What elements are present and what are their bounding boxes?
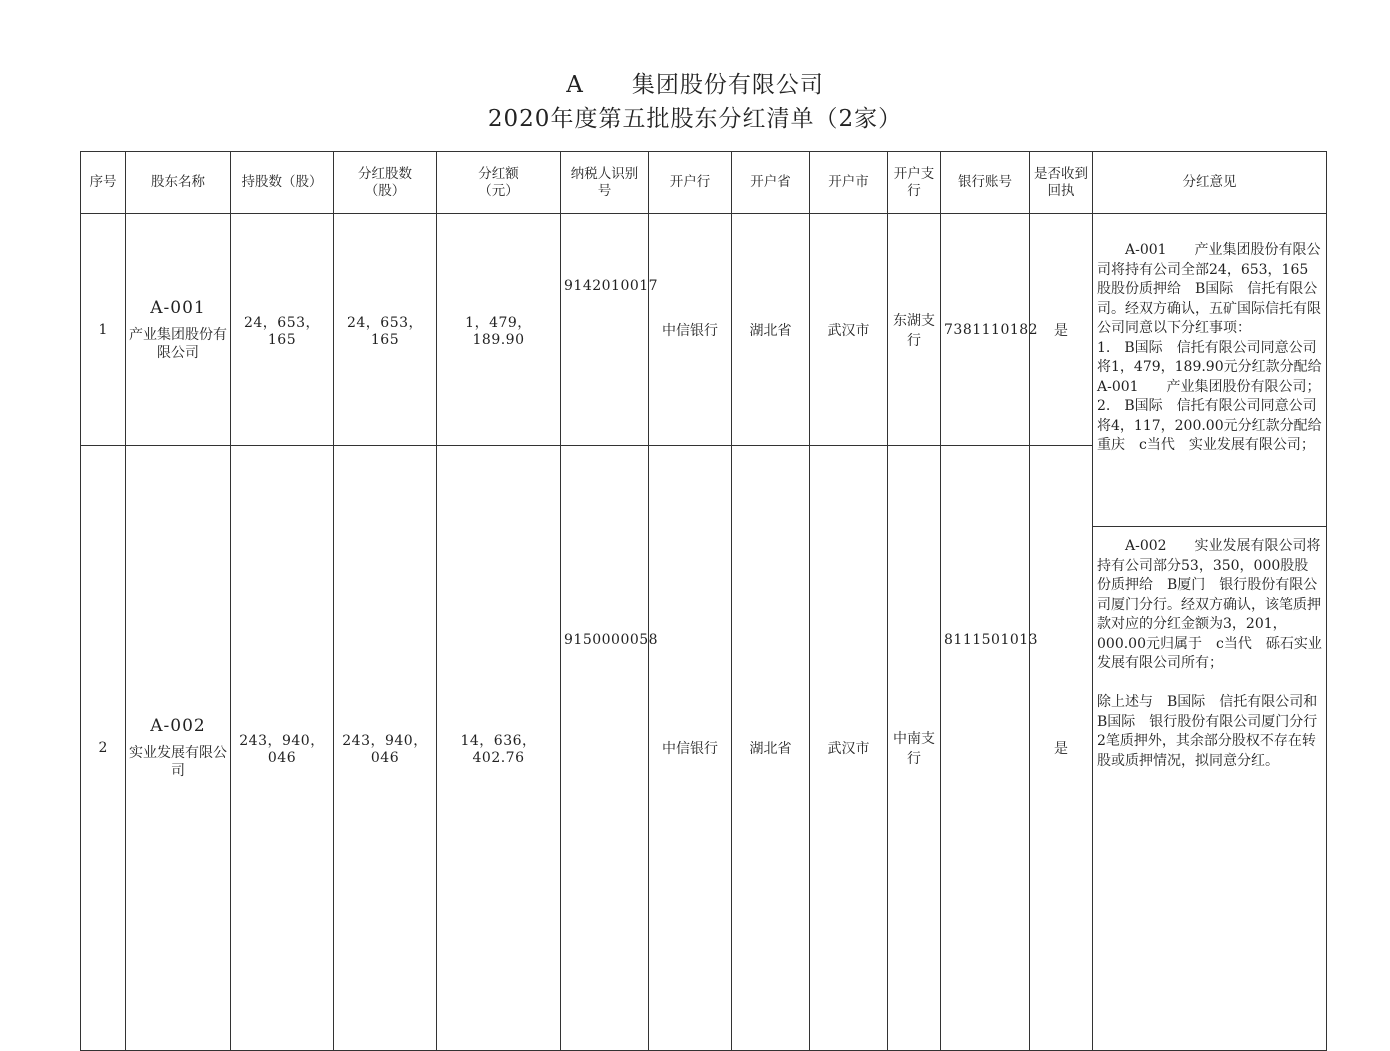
row2-name-text: 实业发展有限公司 [129,745,227,779]
header-dividend-shares-l2: （股） [364,182,406,199]
header-receipt-l2: 回执 [1047,182,1075,199]
header-branch [888,152,941,214]
header-province: 开户省 [732,152,810,214]
header-tax-id [561,152,649,214]
row1-tax-id: 9142010017 [561,214,649,446]
header-tax-id-l2: 号 [597,182,612,199]
opinion-1-p2: 1. B国际 信托有限公司同意公司将1，479，189.90元分红款分配给 A-001 产业集团股份有限公司； [1097,339,1350,395]
row2-city: 武汉市 [810,446,888,1051]
row1-branch: 东湖支行 [888,214,941,446]
row1-name-code: A-001 [150,297,206,318]
row2-dividend-shares: 243，940，046 [334,446,437,1051]
header-dividend-amount-l2: （元） [478,182,519,199]
dividend-table [80,151,1350,1051]
row2-seq: 2 [81,446,126,1051]
row2-receipt: 是 [1030,446,1093,1051]
header-account: 银行账号 [941,152,1030,214]
header-name: 股东名称 [126,152,231,214]
row2-name [126,446,231,1051]
header-receipt-l1: 是否收到 [1034,165,1088,182]
opinion-cell [1093,214,1350,1051]
row1-receipt: 是 [1030,214,1093,446]
header-dividend-shares [334,152,437,214]
row1-dividend-amount: 1，479，189.90 [437,214,561,446]
row2-branch: 中南支行 [888,446,941,1051]
header-branch-l1: 开户支 [893,165,935,182]
header-receipt [1030,152,1093,214]
row2-account: 8111501013 [941,446,1030,1051]
row2-tax-id: 9150000058 [561,446,649,1051]
header-tax-id-l1: 纳税人识别 [570,165,639,182]
table-header-row [81,152,1327,214]
opinion-2-p2: 除上述与 B国际 信托有限公司和 B国际 银行股份有限公司厦门分行2笔质押外，其余部分股权不存在转股或质押情况，拟同意分红。 [1097,694,1332,769]
row2-name-code: A-002 [150,716,206,736]
row1-shares: 24，653，165 [231,214,334,446]
header-dividend-shares-l1: 分红股数 [358,165,412,182]
company-name: 集团股份有限公司 [631,72,824,98]
row2-shares: 243，940，046 [231,446,334,1051]
document-title-line2: 2020年度第五批股东分红清单（2家） [487,106,903,132]
header-seq: 序号 [81,152,126,214]
opinion-divider [1093,526,1326,527]
opinion-2-p1: A-002 实业发展有限公司将持有公司部分53，350，000股股份质押给 B厦门 银行股份有限公司厦门分行。经双方确认，该笔质押款对应的分红金额为3，201，000.00元归属于 c当代 砾石实业发展有限公司所有； [1097,538,1322,671]
row2-dividend-amount: 14，636，402.76 [437,446,561,1051]
row1-bank: 中信银行 [649,214,732,446]
header-dividend-amount [437,152,561,214]
row2-bank: 中信银行 [649,446,732,1051]
table-row [81,214,1327,446]
header-city: 开户市 [810,152,888,214]
header-opinion: 分红意见 [1093,152,1327,214]
header-bank: 开户行 [649,152,732,214]
row2-province: 湖北省 [732,446,810,1051]
row1-province: 湖北省 [732,214,810,446]
opinion-1-p1: A-001 产业集团股份有限公司将持有公司全部24，653，165股股份质押给 B国际 信托有限公司。经双方确认，五矿国际信托有限公司同意以下分红事项： [1097,242,1321,336]
row1-account: 7381110182 [941,214,1030,446]
header-shares: 持股数（股） [231,152,334,214]
row1-city: 武汉市 [810,214,888,446]
opinion-block-2 [1097,537,1332,771]
header-branch-l2: 行 [907,182,921,199]
row1-dividend-shares: 24，653，165 [334,214,437,446]
document-title-line1 [0,66,1390,99]
header-dividend-amount-l1: 分红额 [478,165,519,182]
company-code: A [566,72,584,98]
row1-name [126,214,231,446]
row1-seq: 1 [81,214,126,446]
row1-name-text: 产业集团股份有限公司 [129,326,227,361]
opinion-block-1 [1097,241,1350,456]
opinion-1-p3: 2. B国际 信托有限公司同意公司将4，117，200.00元分红款分配给重庆 c当代 实业发展有限公司； [1097,398,1322,453]
